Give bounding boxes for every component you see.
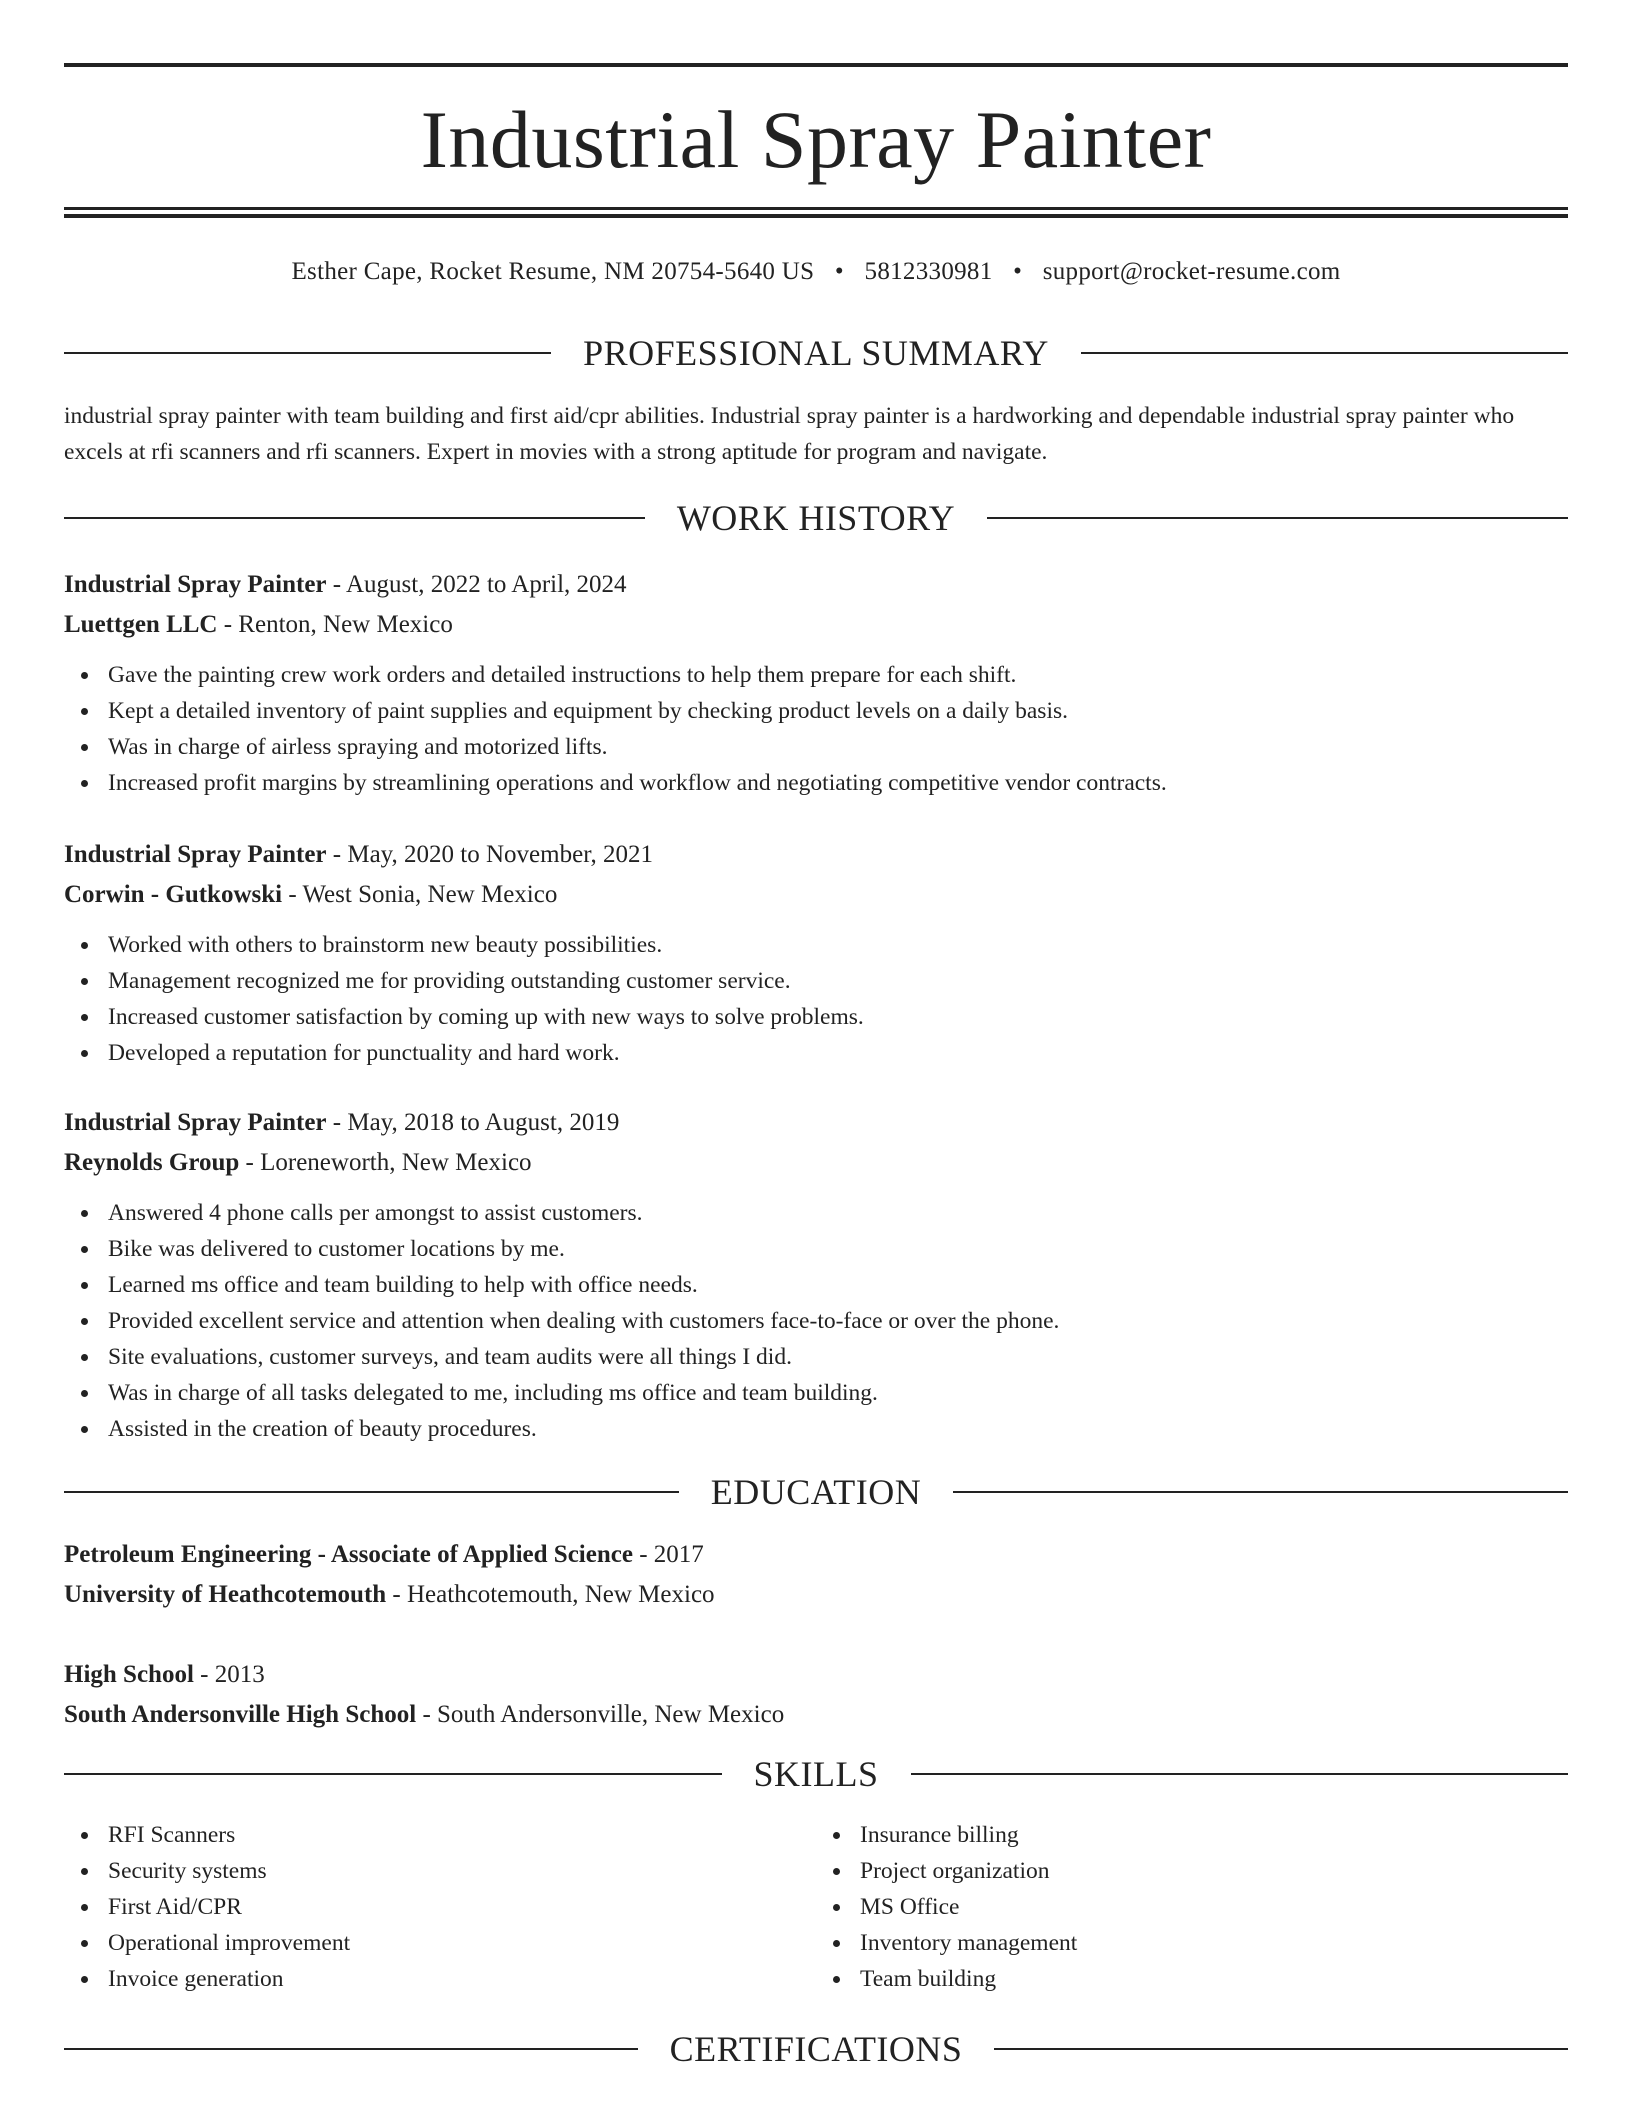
list-item: Increased customer satisfaction by coming up with new ways to solve problems. bbox=[64, 999, 1568, 1035]
job-company-line bbox=[64, 875, 1568, 915]
job-entry bbox=[64, 835, 1568, 1071]
summary-text: industrial spray painter with team building and first aid/cpr abilities. Industrial spray painter is a hardworking and dependable industrial spray painter who excels at rfi scanners and rfi scanners. Expert in movies with a strong aptitude for program and navigate. bbox=[64, 403, 1515, 465]
education-degree-line bbox=[64, 1655, 1568, 1695]
section-title: EDUCATION bbox=[710, 1472, 922, 1512]
job-company-line bbox=[64, 1143, 1568, 1183]
job-company: Reynolds Group bbox=[64, 1149, 240, 1176]
job-title-line bbox=[64, 835, 1568, 875]
skills-column-right bbox=[816, 1817, 1568, 1997]
list-item: Learned ms office and team building to help with office needs. bbox=[64, 1267, 1568, 1303]
section-heading-summary bbox=[64, 333, 1568, 373]
title-rule-lower bbox=[64, 214, 1568, 218]
list-item: Site evaluations, customer surveys, and team audits were all things I did. bbox=[64, 1339, 1568, 1375]
contact-line bbox=[64, 255, 1568, 289]
job-title-line bbox=[64, 1103, 1568, 1143]
skill-item: Security systems bbox=[64, 1853, 816, 1889]
education-year: - 2017 bbox=[632, 1541, 704, 1568]
skill-item: RFI Scanners bbox=[64, 1817, 816, 1853]
contact-separator: • bbox=[834, 258, 844, 285]
job-entry bbox=[64, 565, 1568, 801]
section-title: CERTIFICATIONS bbox=[669, 2029, 963, 2069]
heading-rule bbox=[64, 352, 551, 354]
skill-item: Team building bbox=[816, 1961, 1568, 1997]
section-title: PROFESSIONAL SUMMARY bbox=[583, 333, 1049, 373]
education-school: University of Heathcotemouth bbox=[64, 1581, 387, 1608]
job-location: - West Sonia, New Mexico bbox=[282, 881, 558, 908]
job-company-line bbox=[64, 605, 1568, 645]
section-heading-certifications bbox=[64, 2029, 1568, 2069]
job-company: Luettgen LLC bbox=[64, 611, 218, 638]
education-entry bbox=[64, 1535, 1568, 1615]
job-title: Industrial Spray Painter bbox=[64, 571, 327, 598]
job-location: - Renton, New Mexico bbox=[217, 611, 453, 638]
skills-column-left bbox=[64, 1817, 816, 1997]
heading-rule bbox=[911, 1773, 1569, 1775]
education-school-line bbox=[64, 1695, 1568, 1735]
list-item: Developed a reputation for punctuality and hard work. bbox=[64, 1035, 1568, 1071]
education-location: - South Andersonville, New Mexico bbox=[416, 1701, 785, 1728]
heading-rule bbox=[1081, 352, 1568, 354]
contact-separator: • bbox=[1013, 258, 1023, 285]
job-title: Industrial Spray Painter bbox=[64, 841, 327, 868]
resume-title: Industrial Spray Painter bbox=[420, 94, 1212, 185]
section-title: WORK HISTORY bbox=[676, 498, 956, 538]
education-school: South Andersonville High School bbox=[64, 1701, 417, 1728]
section-heading-education bbox=[64, 1472, 1568, 1512]
title-rule-upper bbox=[64, 207, 1568, 210]
list-item: Bike was delivered to customer locations by me. bbox=[64, 1231, 1568, 1267]
list-item: Gave the painting crew work orders and detailed instructions to help them prepare for each shift. bbox=[64, 657, 1568, 693]
heading-rule bbox=[953, 1491, 1568, 1493]
job-entry bbox=[64, 1103, 1568, 1447]
list-item: Provided excellent service and attention when dealing with customers face-to-face or over the phone. bbox=[64, 1303, 1568, 1339]
heading-rule bbox=[994, 2048, 1568, 2050]
heading-rule bbox=[64, 2048, 638, 2050]
skill-item: Project organization bbox=[816, 1853, 1568, 1889]
contact-email: support@rocket-resume.com bbox=[1042, 258, 1341, 285]
list-item: Answered 4 phone calls per amongst to assist customers. bbox=[64, 1195, 1568, 1231]
skill-item: MS Office bbox=[816, 1889, 1568, 1925]
job-location: - Loreneworth, New Mexico bbox=[239, 1149, 532, 1176]
job-title: Industrial Spray Painter bbox=[64, 1109, 327, 1136]
education-school-line bbox=[64, 1575, 1568, 1615]
skill-item: First Aid/CPR bbox=[64, 1889, 816, 1925]
skill-item: Inventory management bbox=[816, 1925, 1568, 1961]
skill-item: Operational improvement bbox=[64, 1925, 816, 1961]
education-location: - Heathcotemouth, New Mexico bbox=[386, 1581, 715, 1608]
job-dates: - August, 2022 to April, 2024 bbox=[326, 571, 627, 598]
job-duties bbox=[64, 657, 1568, 801]
list-item: Was in charge of airless spraying and motorized lifts. bbox=[64, 729, 1568, 765]
list-item: Management recognized me for providing outstanding customer service. bbox=[64, 963, 1568, 999]
skill-item: Invoice generation bbox=[64, 1961, 816, 1997]
heading-rule bbox=[64, 517, 645, 519]
job-dates: - May, 2020 to November, 2021 bbox=[326, 841, 654, 868]
contact-phone: 5812330981 bbox=[864, 258, 993, 285]
heading-rule bbox=[64, 1773, 722, 1775]
heading-rule bbox=[987, 517, 1568, 519]
list-item: Was in charge of all tasks delegated to me, including ms office and team building. bbox=[64, 1375, 1568, 1411]
list-item: Kept a detailed inventory of paint supplies and equipment by checking product levels on a daily basis. bbox=[64, 693, 1568, 729]
job-company: Corwin - Gutkowski bbox=[64, 881, 283, 908]
heading-rule bbox=[64, 1491, 679, 1493]
section-title: SKILLS bbox=[753, 1754, 879, 1794]
skills-list bbox=[64, 1817, 1568, 1997]
list-item: Assisted in the creation of beauty procedures. bbox=[64, 1411, 1568, 1447]
job-duties bbox=[64, 1195, 1568, 1447]
job-dates: - May, 2018 to August, 2019 bbox=[326, 1109, 620, 1136]
education-degree-line bbox=[64, 1535, 1568, 1575]
education-degree: Petroleum Engineering - Associate of Applied Science bbox=[64, 1541, 633, 1568]
education-entry bbox=[64, 1655, 1568, 1735]
skill-item: Insurance billing bbox=[816, 1817, 1568, 1853]
section-heading-skills bbox=[64, 1754, 1568, 1794]
top-rule bbox=[64, 63, 1568, 67]
contact-address: Esther Cape, Rocket Resume, NM 20754-5640 US bbox=[291, 258, 815, 285]
job-title-line bbox=[64, 565, 1568, 605]
list-item: Worked with others to brainstorm new beauty possibilities. bbox=[64, 927, 1568, 963]
education-degree: High School bbox=[64, 1661, 194, 1688]
list-item: Increased profit margins by streamlining operations and workflow and negotiating competitive vendor contracts. bbox=[64, 765, 1568, 801]
job-duties bbox=[64, 927, 1568, 1071]
section-heading-work-history bbox=[64, 498, 1568, 538]
education-year: - 2013 bbox=[193, 1661, 265, 1688]
